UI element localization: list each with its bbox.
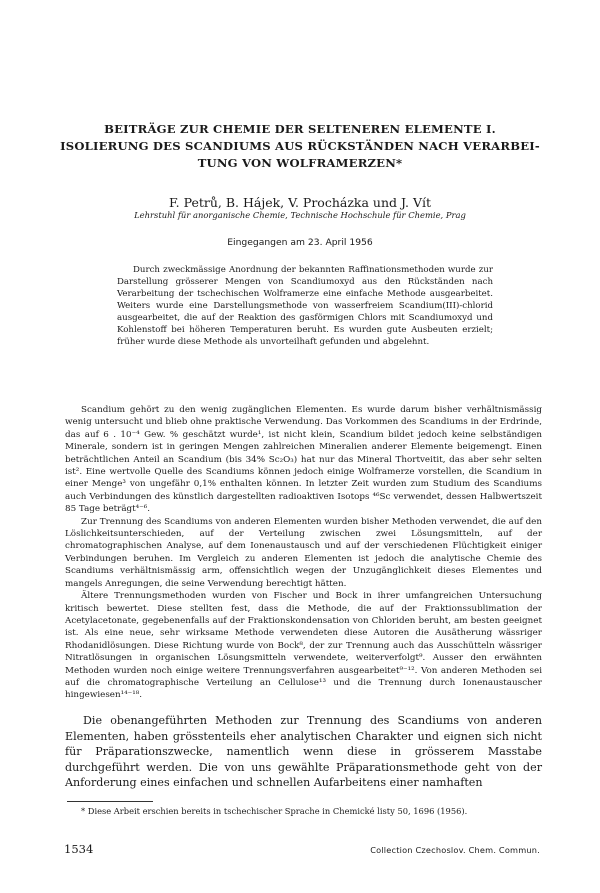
- footnote-divider: [67, 801, 153, 802]
- body-paragraph: Zur Trennung des Scandiums von anderen Elementen wurden bisher Methoden verwendet, die auf den Löslichkeitsunterschieden, auf der Verteilung zwischen zwei Lösungsmitteln, auf der chromatographischen Analyse, auf dem Ionenaustausch und auf der verschiedenen Flüchtigkeit einiger Verbindungen beruhen. Im Vergleich zu anderen Elementen ist jedoch die analytische Chemie des Scandiums verhältnismässig arm, offensichtlich wegen der Unzugänglichkeit dieses Elementes und mangels Anregungen, die seine Verwendung berechtigt hätten.: [65, 516, 542, 589]
- journal-name: Collection Czechoslov. Chem. Commun.: [370, 845, 540, 855]
- authors: F. Petrů, B. Hájek, V. Procházka und J. Vít: [168, 195, 432, 210]
- title-line: ISOLIERUNG DES SCANDIUMS AUS RÜCKSTÄNDEN NACH VERARBEI-: [60, 139, 540, 153]
- body-paragraph: Scandium gehört zu den wenig zugänglichen Elementen. Es wurde darum bisher verhältnismässig wenig untersucht und blieb ohne praktische Verwendung. Das Vorkommen des Scandiums in der Erdrinde, das auf 6 . 10⁻⁴ Gew. % geschätzt wurde¹, ist nicht klein, Scandium bildet jedoch keine selbständigen Minerale, sondern ist in geringen Mengen zahlreichen Mineralien anderer Elemente beigemengt. Einen beträchtlichen Anteil an Scandium (bis 34% Sc₂O₃) hat nur das Mineral Thortveitit, das aber sehr selten ist². Eine wertvolle Quelle des Scandiums können jedoch einige Wolframerze vorstellen, die Scandium in einer Menge³ von ungefähr 0,1% enthalten können. In letzter Zeit wurden zum Studium des Scandiums auch Verbindungen des künstlich dargestellten radioaktiven Isotops ⁴⁶Sc verwendet, dessen Halbwertszeit 85 Tage beträgt⁴⁻⁶.: [65, 405, 542, 515]
- body-text: [65, 404, 542, 702]
- abstract-text: Durch zweckmässige Anordnung der bekannten Raffinationsmethoden wurde zur Darstellung grösserer Mengen von Scandiumoxyd aus den Rückständen nach Verarbeitung der tschechischen Wolframerze eine einfache Methode ausgearbeitet. Weiters wurde eine Darstellungsmethode von wasserfreiem Scandium(III)-chlorid ausgearbeitet, die auf der Reaktion des gasförmigen Chlors mit Scandiumoxyd und Kohlenstoff bei höheren Temperaturen beruht. Es wurden gute Ausbeuten erzielt; früher wurde diese Methode als unvorteilhaft gefunden und abgelehnt.: [117, 265, 493, 348]
- large-text-section: [65, 713, 542, 791]
- title-line: BEITRÄGE ZUR CHEMIE DER SELTENEREN ELEMENTE I.: [104, 122, 496, 136]
- title-line: TUNG VON WOLFRAMERZEN*: [197, 156, 403, 170]
- footnote: * Diese Arbeit erschien bereits in tschechischer Sprache in Chemické listy 50, 1696 (1956).: [81, 806, 468, 816]
- body-paragraph: Ältere Trennungsmethoden wurden von Fischer und Bock in ihrer umfangreichen Untersuchung kritisch bewertet. Diese stellten fest, dass die Methode, die auf der Fraktionssublimation der Acetylacetonate, gegebenenfalls auf der Fraktionskondensation von Chloriden beruht, am besten geeignet ist. Als eine neue, sehr wirksame Methode verwendeten diese Autoren die Ausätherung wässriger Rhodanidlösungen. Diese Richtung wurde von Bock⁸, der zur Trennung auch das Ausschütteln wässriger Nitratlösungen in organischen Lösungsmitteln verwendete, weiterverfolgt⁹. Ausser den erwähnten Methoden wurden noch einige weitere Trennungsverfahren ausgearbeitet⁹⁻¹². Von anderen Methoden sei auf die chromatographische Verteilung an Cellulose¹³ und die Trennung durch Ionenaustauscher hingewiesen¹⁴⁻¹⁸.: [65, 591, 542, 701]
- large-paragraph: Die obenangeführten Methoden zur Trennung des Scandiums von anderen Elementen, haben grösstenteils eher analytischen Charakter und eignen sich nicht für Präparationszwecke, namentlich wenn diese in grösserem Masstabe durchgeführt werden. Die von uns gewählte Präparationsmethode geht von der Anforderung eines einfachen und schnellen Aufarbeitens einer namhaften: [65, 714, 542, 790]
- page-number: 1534: [64, 842, 94, 856]
- abstract: [117, 264, 493, 348]
- received-date: Eingegangen am 23. April 1956: [227, 237, 373, 248]
- article-title: [60, 121, 540, 172]
- affiliation: Lehrstuhl für anorganische Chemie, Technische Hochschule für Chemie, Prag: [134, 210, 466, 220]
